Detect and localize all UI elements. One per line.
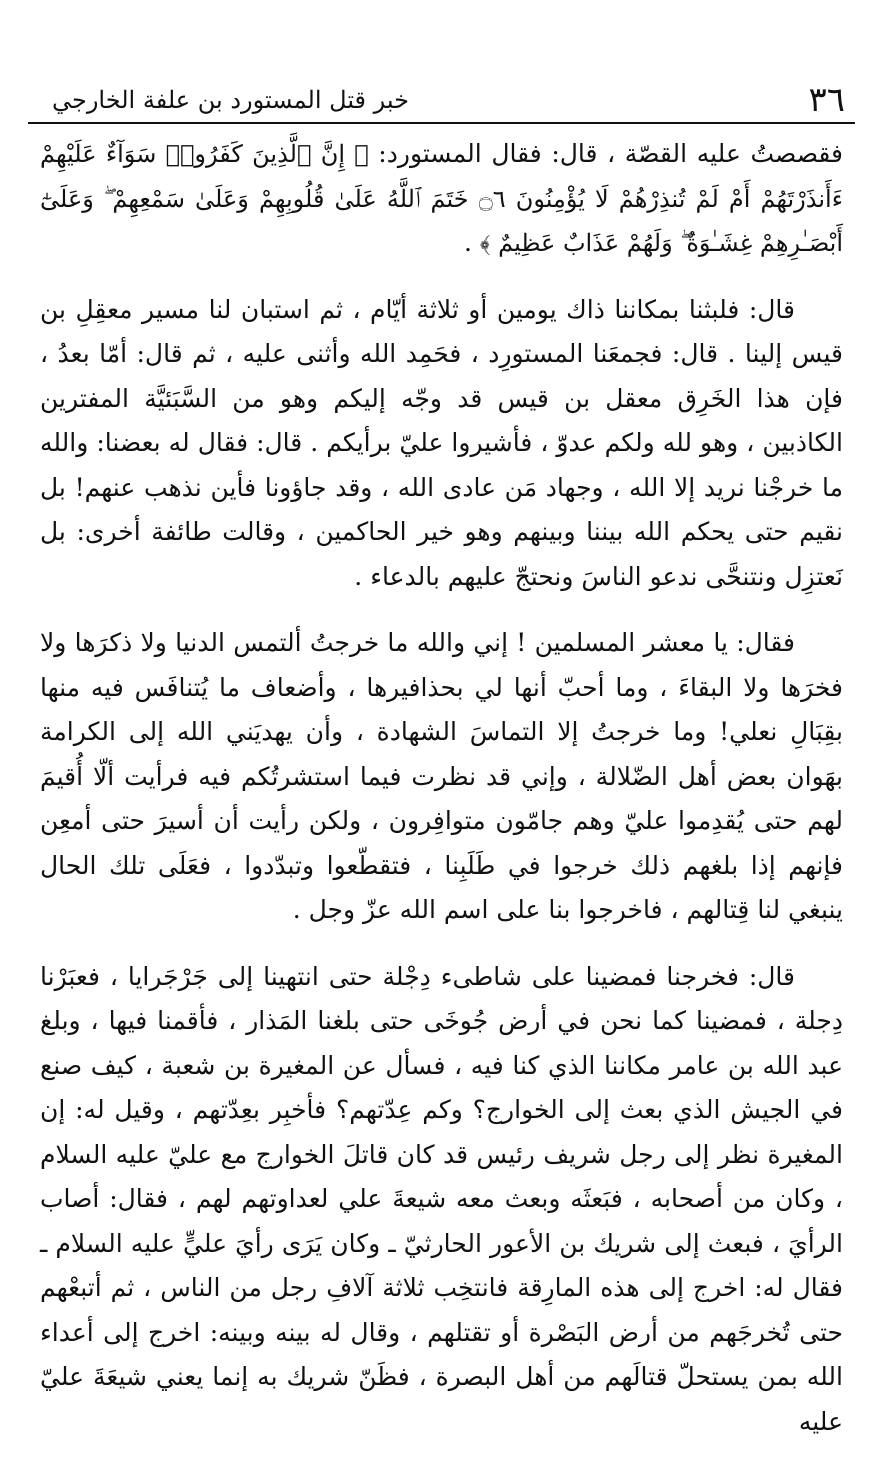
- paragraph-text: فقصصتُ عليه القصّة ، قال: فقال المستورد:: [368, 139, 843, 168]
- quran-verse: ﴿ إِنَّ ٱلَّذِينَ كَفَرُوا۟ سَوَآءٌ عَلَيْهِمْ ءَأَنذَرْتَهُمْ أَمْ لَمْ تُنذِرْهُمْ لَا يُؤْمِنُونَ ۝٦ خَتَمَ ٱللَّهُ عَلَىٰ قُلُوبِهِمْ وَعَلَىٰ سَمْعِهِمْ ۖ وَعَلَىٰٓ أَبْصَـٰرِهِمْ غِشَـٰوَةٌ ۖ وَلَهُمْ عَذَابٌ عَظِيمٌ ﴾: [40, 140, 843, 257]
- running-title: خبر قتل المستورد بن علفة الخارجي: [52, 86, 409, 114]
- page-header: [30, 70, 855, 120]
- paragraph: قال: فخرجنا فمضينا على شاطىء دِجْلة حتى انتهينا إلى جَرْجَرايا ، فعبَرْنا دِجلة ، فمضينا كما نحن في أرض جُوخَى حتى بلغنا المَذار ، فأقمنا فيها ، وبلغ عبد الله بن عامر مكاننا الذي كنا فيه ، فسأل عن المغيرة بن شعبة ، كيف صنع في الجيش الذي بعث إلى الخوارج؟ وكم عِدّتهم؟ فأخبِر بعِدّتهم ، وقيل له: إن المغيرة نظر إلى رجل شريف رئيس قد كان قاتلَ الخوارج مع عليّ عليه السلام ، وكان من أصحابه ، فبَعثَه وبعث معه شيعةَ علي لعداوتهم لهم ، فقال: أصاب الرأيَ ، فبعث إلى شريك بن الأعور الحارثيّ ـ وكان يَرَى رأيَ عليٍّ عليه السلام ـ فقال له: اخرج إلى هذه المارِقة فانتخِب ثلاثة آلافِ رجل من الناس ، ثم أتبعْهم حتى تُخرجَهم من أرض البَصْرة أو تقتلهم ، وقال له بينه وبينه: اخرج إلى أعداء الله بمن يستحلّ قتالَهم من أهل البصرة ، فظَنّ شريك به إنما يعني شيعَةَ عليّ عليه: [40, 961, 843, 1436]
- paragraph: [40, 132, 843, 266]
- paragraph: فقال: يا معشر المسلمين ! إني والله ما خرجتُ ألتمس الدنيا ولا ذكرَها ولا فخرَها ولا البقاءَ ، وما أحبّ أنها لي بحذافيرها ، وأضعاف ما يُتنافَس فيه منها بقِبَالِ نعلي! وما خرجتُ إلا التماسَ الشهادة ، وأن يهديَني الله إلى الكرامة بهَوان بعض أهل الضّلالة ، وإني قد نظرت فيما استشرتُكم فيه فرأيت ألّا أُقيمَ لهم حتى يُقدِموا عليّ وهم جامّون متوافِرون ، ولكن رأيت أن أسيرَ حتى أمعِن فإنهم إذا بلغهم ذلك خرجوا في طَلَبِنا ، فتقطّعوا وتبدّدوا ، فعَلَى تلك الحال ينبغي لنا قِتالهم ، فاخرجوا بنا على اسم الله عزّ وجل .: [40, 628, 843, 924]
- page-body: [40, 132, 843, 1466]
- header-rule: [28, 122, 855, 124]
- paragraph: قال: فلبثنا بمكاننا ذاك يومين أو ثلاثة أيّام ، ثم استبان لنا مسير معقِلِ بن قيس إلينا . قال: فجمعَنا المستورِد ، فحَمِد الله وأثنى عليه ، ثم قال: أمّا بعدُ ، فإن هذا الخَرِق معقل بن قيس قد وجّه إليكم وهو من السَّبَئيَّة المفترين الكاذبين ، وهو لله ولكم عدوّ ، فأشيروا عليّ برأيكم . قال: فقال له بعضنا: والله ما خرجْنا نريد إلا الله ، وجهاد مَن عادى الله ، وقد جاؤونا فأين نذهب عنهم! بل نقيم حتى يحكم الله بيننا وبينهم وهو خير الحاكمين ، وقالت طائفة أخرى: بل نَعتزِل ونتنحَّى ندعو الناسَ ونحتجّ عليهم بالدعاء .: [40, 294, 843, 591]
- paragraph-text: .: [463, 228, 472, 257]
- page-number: ٣٦: [808, 80, 845, 120]
